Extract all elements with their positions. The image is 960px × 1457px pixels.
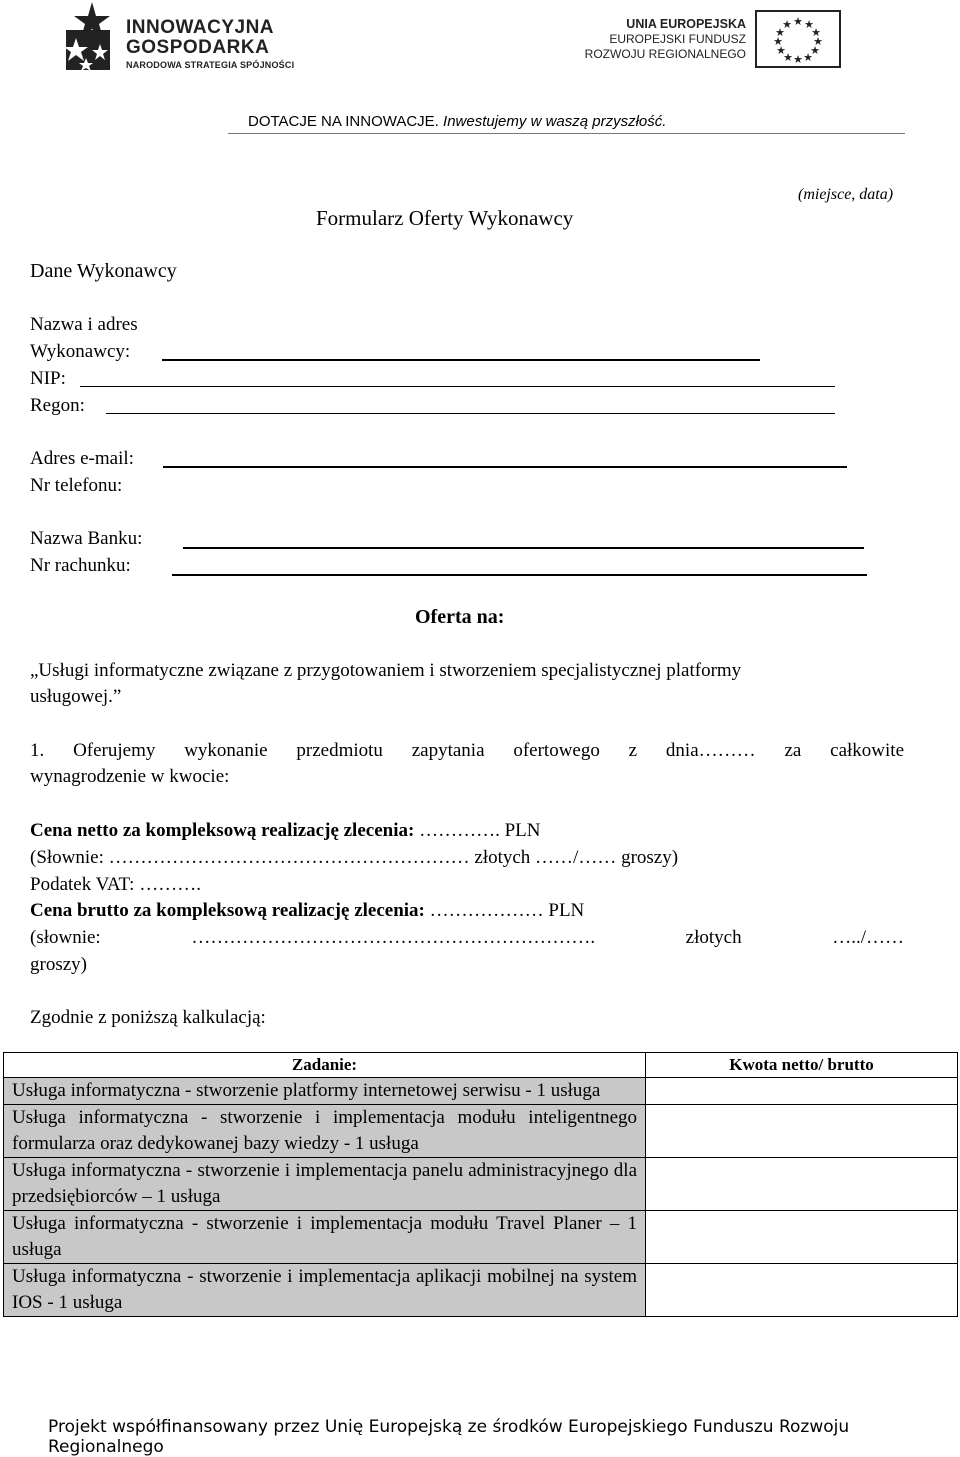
svg-text:★: ★ [804, 18, 814, 31]
amount-cell[interactable] [646, 1078, 958, 1105]
offer-subject-line2: usługowej.” [30, 686, 122, 707]
task-cell: Usługa informatyczna - stworzenie i implementacja panelu administracyjnego dla przedsiębiorców – 1 usługa [4, 1158, 646, 1211]
email-label: Adres e-mail: [30, 448, 134, 469]
amount-cell[interactable] [646, 1264, 958, 1317]
name-address-field[interactable] [162, 359, 760, 361]
eu-logo-text [585, 17, 746, 62]
gross-price-field[interactable]: ……………… PLN [424, 900, 585, 921]
point1-line2: wynagrodzenie w kwocie: [30, 766, 230, 787]
svg-text:★: ★ [813, 35, 823, 48]
svg-text:★: ★ [782, 18, 792, 31]
table-row [4, 1264, 958, 1317]
svg-text:★: ★ [811, 26, 821, 39]
svg-text:★: ★ [776, 44, 786, 57]
net-price-label: Cena netto za kompleksową realizację zlecenia: [30, 820, 415, 841]
logo-right-line3: ROZWOJU REGIONALNEGO [584, 47, 746, 61]
task-cell: Usługa informatyczna - stworzenie platformy internetowej serwisu - 1 usługa [4, 1078, 646, 1105]
account-number-field[interactable] [172, 574, 867, 576]
eu-flag-icon [755, 10, 841, 68]
gross-price-line [30, 898, 584, 924]
tagline-italic: Inwestujemy w waszą przyszłość. [443, 113, 667, 130]
offer-subject-line1: „Usługi informatyczne związane z przygotowaniem i stworzeniem specjalistycznej platformy [30, 660, 742, 681]
logo-right-line1: UNIA EUROPEJSKA [626, 17, 746, 31]
task-cell: Usługa informatyczna - stworzenie i implementacja modułu Travel Planer – 1 usługa [4, 1211, 646, 1264]
phone-label: Nr telefonu: [30, 475, 123, 496]
table-row [4, 1078, 958, 1105]
table-row [4, 1158, 958, 1211]
email-field[interactable] [163, 466, 847, 468]
tagline-plain: DOTACJE NA INNOWACJE. [248, 113, 439, 130]
nip-field[interactable] [80, 386, 835, 387]
table-row [4, 1105, 958, 1158]
svg-text:★: ★ [793, 15, 803, 28]
header-divider [228, 133, 905, 134]
svg-text:★: ★ [775, 26, 785, 39]
regon-field[interactable] [106, 413, 835, 414]
table-header-row [4, 1053, 958, 1078]
gross-price-words-line2: groszy) [30, 954, 87, 975]
amount-cell[interactable] [646, 1211, 958, 1264]
svg-text:★: ★ [773, 35, 783, 48]
logo-left-line2: GOSPODARKA [126, 37, 270, 58]
column-header-task: Zadanie: [4, 1053, 646, 1078]
calculation-table [3, 1052, 958, 1317]
account-number-label: Nr rachunku: [30, 555, 131, 576]
svg-text:★: ★ [783, 51, 793, 64]
name-address-label: Nazwa i adres [30, 314, 138, 335]
calculation-intro: Zgodnie z poniższą kalkulacją: [30, 1007, 266, 1028]
footer-text: Projekt współfinansowany przez Unię Europejską ze środków Europejskiego Funduszu Rozwoju Regionalnego [48, 1417, 850, 1457]
logo-right-line2: EUROPEJSKI FUNDUSZ [609, 32, 746, 46]
nip-label: NIP: [30, 368, 66, 389]
star-emblem-icon [62, 0, 124, 76]
task-cell: Usługa informatyczna - stworzenie i implementacja modułu inteligentnego formularza oraz dedykowanej bazy wiedzy - 1 usługa [4, 1105, 646, 1158]
vat-line[interactable]: Podatek VAT: ………. [30, 874, 201, 895]
svg-text:★: ★ [810, 44, 820, 57]
column-header-amount: Kwota netto/ brutto [646, 1053, 958, 1078]
logo-left-line3: NARODOWA STRATEGIA SPÓJNOŚCI [126, 60, 295, 70]
gross-price-label: Cena brutto za kompleksową realizację zlecenia: [30, 900, 425, 921]
logo-left-line1: INNOWACYJNA [126, 17, 275, 38]
page-title: Formularz Oferty Wykonawcy [316, 206, 574, 230]
net-price-words[interactable]: (Słownie: ………………………………………………… złotych ……/…… groszy) [30, 847, 679, 868]
point1-line1: 1. Oferujemy wykonanie przedmiotu zapytania ofertowego z dnia……… za całkowite [30, 740, 904, 761]
net-price-line [30, 818, 540, 844]
svg-text:★: ★ [793, 53, 803, 66]
contractor-label: Wykonawcy: [30, 341, 131, 362]
contractor-heading: Dane Wykonawcy [30, 260, 177, 282]
innowacyjna-gospodarka-text [126, 18, 294, 70]
table-row [4, 1211, 958, 1264]
amount-cell[interactable] [646, 1105, 958, 1158]
task-cell: Usługa informatyczna - stworzenie i implementacja aplikacji mobilnej na system IOS - 1 usługa [4, 1264, 646, 1317]
regon-label: Regon: [30, 395, 85, 416]
svg-text:★: ★ [803, 51, 813, 64]
gross-price-words-line1[interactable]: (słownie: ………………………………………………………. złotych …../…… [30, 927, 904, 948]
net-price-field[interactable]: …………. PLN [414, 820, 541, 841]
amount-cell[interactable] [646, 1158, 958, 1211]
bank-name-field[interactable] [183, 547, 864, 549]
place-date-label: (miejsce, data) [798, 186, 894, 203]
offer-heading: Oferta na: [415, 606, 505, 628]
tagline [248, 113, 666, 130]
bank-name-label: Nazwa Banku: [30, 528, 143, 549]
